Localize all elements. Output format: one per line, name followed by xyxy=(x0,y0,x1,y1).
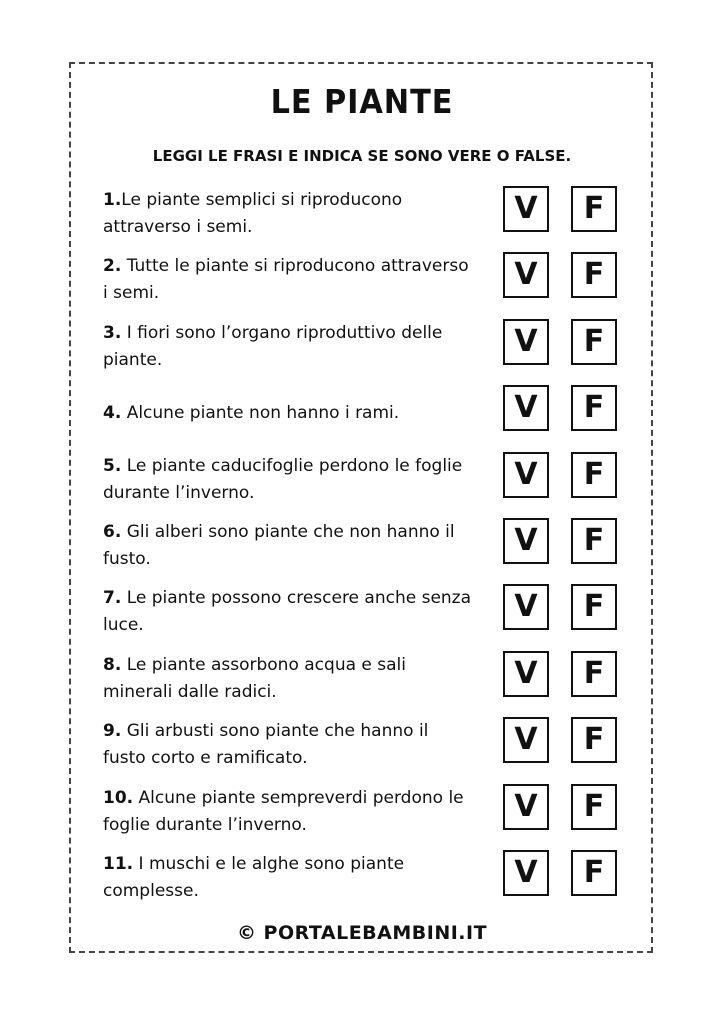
true-checkbox[interactable]: V xyxy=(503,518,549,564)
false-checkbox[interactable]: F xyxy=(571,850,617,896)
true-checkbox[interactable]: V xyxy=(503,651,549,697)
question-item xyxy=(103,648,623,714)
question-statement: Le piante possono crescere anche senza luce. xyxy=(103,588,472,636)
instructions: LEGGI LE FRASI E INDICA SE SONO VERE O FALSE. xyxy=(152,147,572,165)
question-number: 7. xyxy=(103,588,122,609)
question-statement: Gli arbusti sono piante che hanno il fusto corto e ramificato. xyxy=(103,721,429,769)
question-text xyxy=(103,718,473,772)
true-checkbox[interactable]: V xyxy=(503,584,549,630)
question-number: 2. xyxy=(103,256,122,277)
question-statement: Alcune piante sempreverdi perdono le foglie durante l’inverno. xyxy=(103,787,464,835)
question-item xyxy=(103,449,623,515)
true-checkbox[interactable]: V xyxy=(503,385,549,431)
question-number: 3. xyxy=(103,322,122,343)
question-text xyxy=(103,320,473,374)
false-checkbox[interactable]: F xyxy=(571,452,617,498)
question-text xyxy=(103,253,473,307)
page-title: LE PIANTE xyxy=(270,82,454,121)
question-number: 8. xyxy=(103,654,122,675)
false-checkbox[interactable]: F xyxy=(571,518,617,564)
false-checkbox[interactable]: F xyxy=(571,319,617,365)
question-text xyxy=(103,785,473,839)
true-checkbox[interactable]: V xyxy=(503,850,549,896)
question-number: 1. xyxy=(103,190,122,210)
false-checkbox[interactable]: F xyxy=(571,584,617,630)
question-item xyxy=(103,183,623,249)
question-text xyxy=(103,519,473,573)
false-checkbox[interactable]: F xyxy=(571,784,617,830)
question-item xyxy=(103,515,623,581)
question-number: 6. xyxy=(103,521,122,542)
question-item xyxy=(103,714,623,780)
question-item xyxy=(103,847,623,913)
question-number: 10. xyxy=(103,787,134,808)
question-text xyxy=(103,400,473,427)
true-checkbox[interactable]: V xyxy=(503,186,549,232)
question-number: 4. xyxy=(103,403,122,424)
question-statement: Le piante semplici si riproducono attraverso i semi. xyxy=(103,190,403,237)
question-statement: I muschi e le alghe sono piante complesse. xyxy=(103,853,405,901)
question-statement: Gli alberi sono piante che non hanno il fusto. xyxy=(103,521,455,569)
question-text xyxy=(103,851,473,905)
question-item xyxy=(103,382,623,448)
false-checkbox[interactable]: F xyxy=(571,186,617,232)
true-checkbox[interactable]: V xyxy=(503,452,549,498)
question-statement: I fiori sono l’organo riproduttivo delle piante. xyxy=(103,322,443,370)
question-number: 9. xyxy=(103,721,122,742)
question-text xyxy=(103,453,473,507)
question-item xyxy=(103,581,623,647)
false-checkbox[interactable]: F xyxy=(571,252,617,298)
question-item xyxy=(103,781,623,847)
footer-copyright: © PORTALEBAMBINI.IT xyxy=(236,922,488,944)
false-checkbox[interactable]: F xyxy=(571,717,617,763)
question-list xyxy=(103,183,623,913)
false-checkbox[interactable]: F xyxy=(571,385,617,431)
question-item xyxy=(103,316,623,382)
question-text xyxy=(103,652,473,706)
true-checkbox[interactable]: V xyxy=(503,784,549,830)
question-number: 5. xyxy=(103,455,122,476)
question-item xyxy=(103,249,623,315)
true-checkbox[interactable]: V xyxy=(503,717,549,763)
question-statement: Le piante assorbono acqua e sali minerali dalle radici. xyxy=(103,654,406,702)
question-statement: Alcune piante non hanno i rami. xyxy=(121,403,400,424)
question-text xyxy=(103,187,473,241)
question-statement: Tutte le piante si riproducono attraverso i semi. xyxy=(103,256,469,304)
false-checkbox[interactable]: F xyxy=(571,651,617,697)
true-checkbox[interactable]: V xyxy=(503,319,549,365)
question-text xyxy=(103,585,473,639)
true-checkbox[interactable]: V xyxy=(503,252,549,298)
question-number: 11. xyxy=(103,853,134,874)
question-statement: Le piante caducifoglie perdono le foglie durante l’inverno. xyxy=(103,455,463,503)
